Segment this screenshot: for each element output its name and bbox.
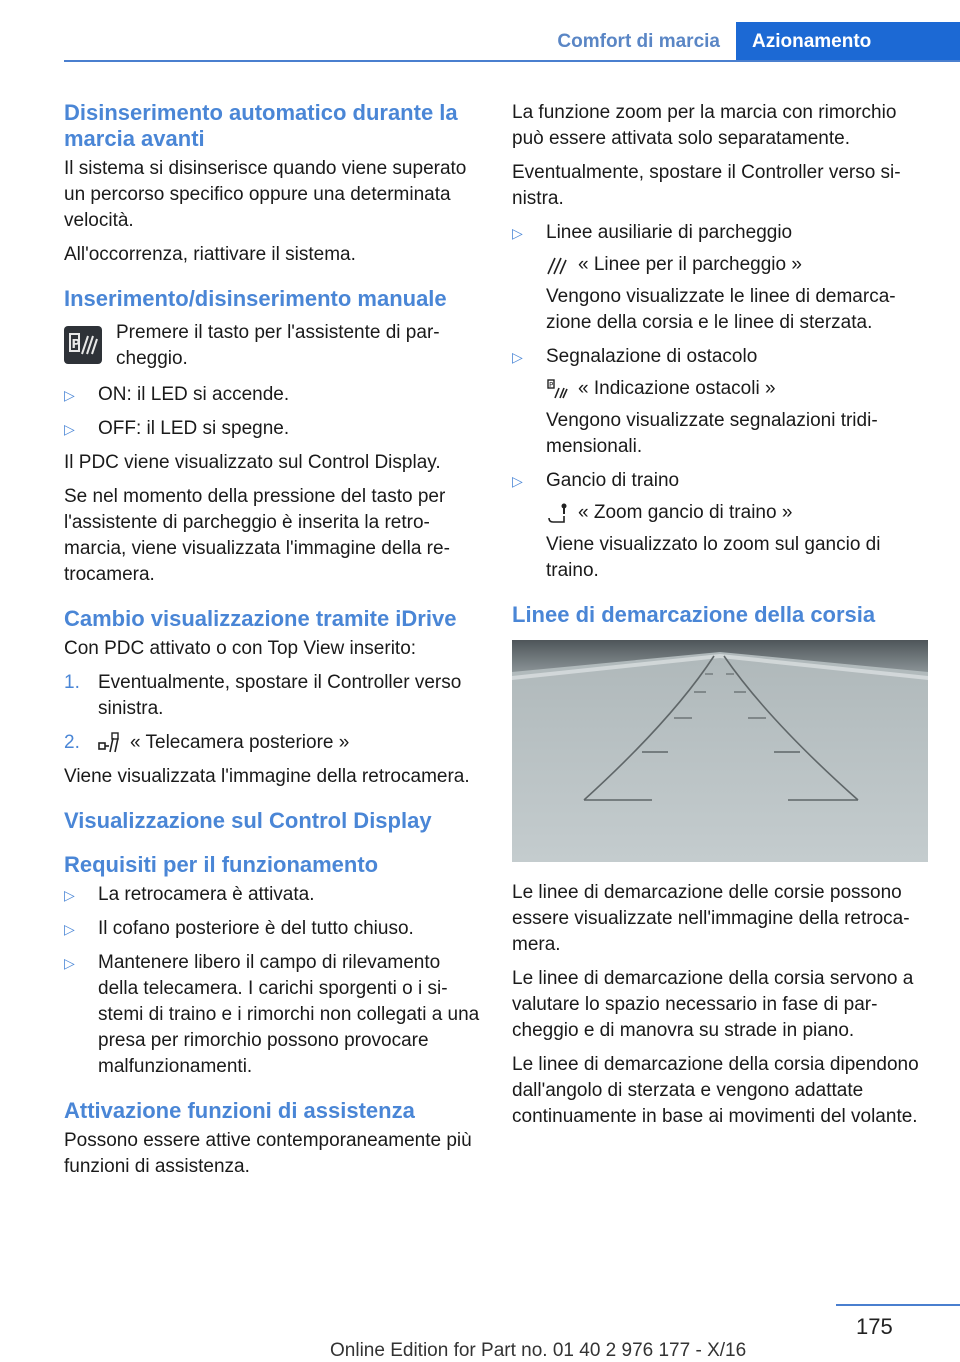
paragraph: All'occorrenza, riattivare il sistema.: [64, 244, 356, 265]
tow-hitch-icon: [546, 502, 568, 524]
left-column: [64, 100, 484, 1188]
heading-assist: Attivazione funzioni di assistenza: [64, 1098, 415, 1123]
triangle-bullet-icon: ▷: [64, 955, 75, 971]
triangle-bullet-icon: ▷: [64, 421, 75, 437]
paragraph: Le linee di demarcazione delle corsie possono essere visualizzate nell'immagine della retrocamera.: [512, 882, 910, 955]
assist-functions-list: [512, 220, 932, 584]
paragraph: Con PDC attivato o con Top View inserito:: [64, 638, 417, 659]
list-item: ▷ Mantenere libero il campo di rilevamento della telecamera. I carichi sporgenti o i sistemi di traino e i rimorchi non collegati a una presa per rimorchio possono provocare malfunzionamenti.: [64, 952, 480, 1077]
heading-display: Visualizzazione sul Control Display: [64, 808, 432, 833]
park-assist-button-icon: [64, 326, 102, 364]
svg-text:P: P: [549, 381, 554, 389]
lane-lines-image: [512, 640, 928, 862]
section-tab[interactable]: Comfort di marcia: [557, 31, 720, 52]
heading-manual: Inserimento/disinserimento manuale: [64, 286, 447, 311]
triangle-bullet-icon: ▷: [512, 473, 523, 489]
heading-lanes: Linee di demarcazione della corsia: [512, 602, 876, 627]
triangle-bullet-icon: ▷: [64, 887, 75, 903]
list-item: 2. « Telecamera posteriore »: [64, 730, 484, 756]
heading-requirements: Requisiti per il funzionamento: [64, 852, 379, 877]
paragraph: Se nel momento della pressione del tasto per l'assistente di parcheggio è inserita la retromarcia, viene visualizzata l'immagine della retrocamera.: [64, 486, 450, 585]
list-item: ▷ Linee ausiliarie di parcheggio « Linee per il parcheggio » Vengono visualizzate le linee di demarcazione della corsia e le linee di sterzata.: [512, 222, 896, 333]
triangle-bullet-icon: ▷: [64, 387, 75, 403]
svg-text:P: P: [71, 337, 81, 351]
list-item: ▷ La retrocamera è attivata.: [64, 882, 484, 908]
paragraph: La funzione zoom per la marcia con rimorchio può essere attivata solo separatamente.: [512, 102, 897, 149]
list-item: ▷ Segnalazione di ostacolo P « Indicazione ostacoli » Vengono visualizzate segnalazioni tridimensionali.: [512, 346, 878, 457]
lane-lines-illustration: [512, 640, 928, 862]
chapter-tab[interactable]: Azionamento: [736, 22, 960, 62]
step-number: 1.: [64, 672, 80, 693]
list-item: ▷ ON: il LED si accende.: [64, 382, 484, 408]
led-list: [64, 382, 484, 442]
paragraph: Possono essere attive contemporaneamente più funzioni di assistenza.: [64, 1130, 472, 1177]
list-item: 1. Eventualmente, spostare il Controller verso sinistra.: [64, 672, 462, 719]
paragraph: Viene visualizzata l'immagine della retrocamera.: [64, 766, 470, 787]
park-assist-key-row: [64, 320, 484, 372]
parking-lines-icon: [546, 254, 568, 276]
paragraph: Il sistema si disinserisce quando viene superato un percorso specifico oppure una determinata velocità.: [64, 158, 467, 231]
list-item: ▷ Gancio di traino « Zoom gancio di traino » Viene visualizzato lo zoom sul gancio di traino.: [512, 470, 881, 581]
rear-camera-icon: [98, 732, 120, 754]
paragraph: Eventualmente, spostare il Controller verso sinistra.: [512, 162, 901, 209]
header-rule: [64, 60, 960, 62]
footer-rule: [836, 1304, 960, 1306]
heading-idrive: Cambio visualizzazione tramite iDrive: [64, 606, 457, 631]
obstacle-icon: [546, 378, 568, 400]
triangle-bullet-icon: ▷: [64, 921, 75, 937]
paragraph: Il PDC viene visualizzato sul Control Display.: [64, 452, 441, 473]
key-instruction: Premere il tasto per l'assistente di parcheggio.: [116, 322, 440, 369]
triangle-bullet-icon: ▷: [512, 349, 523, 365]
list-item: ▷ Il cofano posteriore è del tutto chiuso.: [64, 916, 484, 942]
page-number: 175: [856, 1314, 893, 1339]
heading-auto-off: Disinserimento automatico durante la marcia avanti: [64, 100, 458, 151]
page-header: [0, 0, 960, 62]
step-number: 2.: [64, 732, 80, 753]
steps-list: [64, 670, 484, 756]
list-item: ▷ OFF: il LED si spegne.: [64, 416, 484, 442]
triangle-bullet-icon: ▷: [512, 225, 523, 241]
requirements-list: [64, 882, 484, 1080]
paragraph: Le linee di demarcazione della corsia servono a valutare lo spazio necessario in fase di parcheggio e di manovra su strade in piano.: [512, 968, 914, 1041]
right-column: [512, 100, 932, 1138]
paragraph: Le linee di demarcazione della corsia dipendono dall'angolo di sterzata e vengono adattate continuamente in base ai movimenti del volante.: [512, 1054, 919, 1127]
edition-text: Online Edition for Part no. 01 40 2 976 177 - X/16: [330, 1340, 747, 1361]
